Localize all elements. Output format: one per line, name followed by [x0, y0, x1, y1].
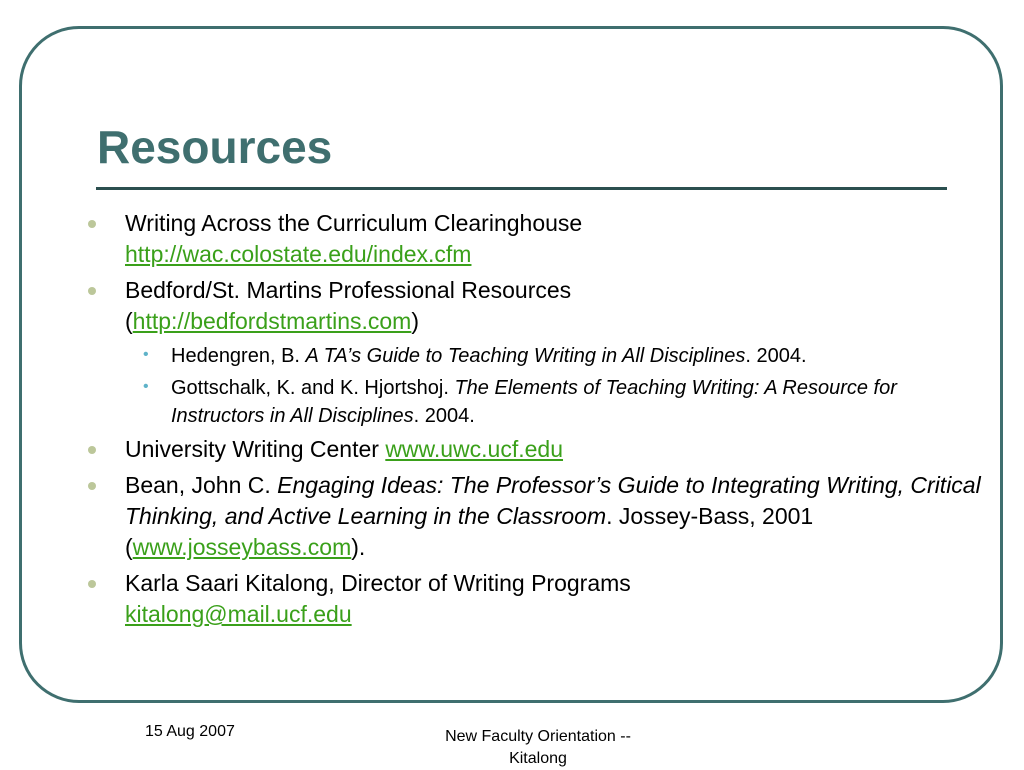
sub-item-pre: Hedengren, B. — [171, 345, 306, 367]
bullet-list — [88, 208, 993, 635]
book-title: Engaging Ideas: The Professor’s Guide to Integrating Writing, Critical Thinking, and Active Learning in the Classroom — [125, 472, 981, 529]
bedford-link[interactable]: http://bedfordstmartins.com — [132, 308, 412, 334]
book-title: A TA’s Guide to Teaching Writing in All Disciplines — [305, 345, 746, 367]
sub-item-post: . 2004. — [745, 345, 807, 367]
open-paren: ( — [125, 308, 133, 334]
item-text: Writing Across the Curriculum Clearinghouse — [125, 210, 583, 236]
bullet-icon — [88, 482, 96, 490]
slide-title: Resources — [97, 121, 333, 173]
item-text: Karla Saari Kitalong, Director of Writing Programs — [125, 570, 631, 596]
list-item-bean — [88, 470, 993, 563]
email-link[interactable]: kitalong@mail.ucf.edu — [125, 601, 352, 627]
title-underline — [96, 187, 947, 190]
item-tail: ). — [351, 534, 366, 560]
list-item-uwc — [88, 434, 993, 465]
bullet-icon — [88, 580, 96, 588]
sub-item-post: . 2004. — [413, 405, 475, 427]
sub-bullet-icon: • — [143, 346, 149, 363]
bullet-icon — [88, 446, 96, 454]
footer-date: 15 Aug 2007 — [145, 723, 235, 740]
sub-item-hedengren — [88, 342, 993, 370]
footer-center-text: New Faculty Orientation -- Kitalong — [445, 728, 631, 767]
list-item-kitalong — [88, 568, 993, 630]
list-item-wac — [88, 208, 993, 270]
sub-bullet-icon: • — [143, 378, 149, 395]
book-title: The Elements of Teaching Writing: A Resource for Instructors in All Disciplines — [171, 377, 897, 427]
bullet-icon — [88, 287, 96, 295]
wac-link[interactable]: http://wac.colostate.edu/index.cfm — [125, 241, 472, 267]
sub-item-gottschalk — [88, 374, 993, 430]
close-paren: ) — [411, 308, 420, 334]
list-item-bedford — [88, 275, 993, 337]
sub-item-pre: Gottschalk, K. and K. Hjortshoj. — [171, 377, 455, 399]
item-text: Bedford/St. Martins Professional Resources — [125, 277, 572, 303]
item-text: University Writing Center — [125, 436, 386, 462]
uwc-link[interactable]: www.uwc.ucf.edu — [385, 436, 564, 462]
bullet-icon — [88, 220, 96, 228]
item-pre: Bean, John C. — [125, 472, 278, 498]
josseybass-link[interactable]: www.josseybass.com — [132, 534, 352, 560]
item-post: . Jossey-Bass, 2001 ( — [125, 503, 814, 560]
